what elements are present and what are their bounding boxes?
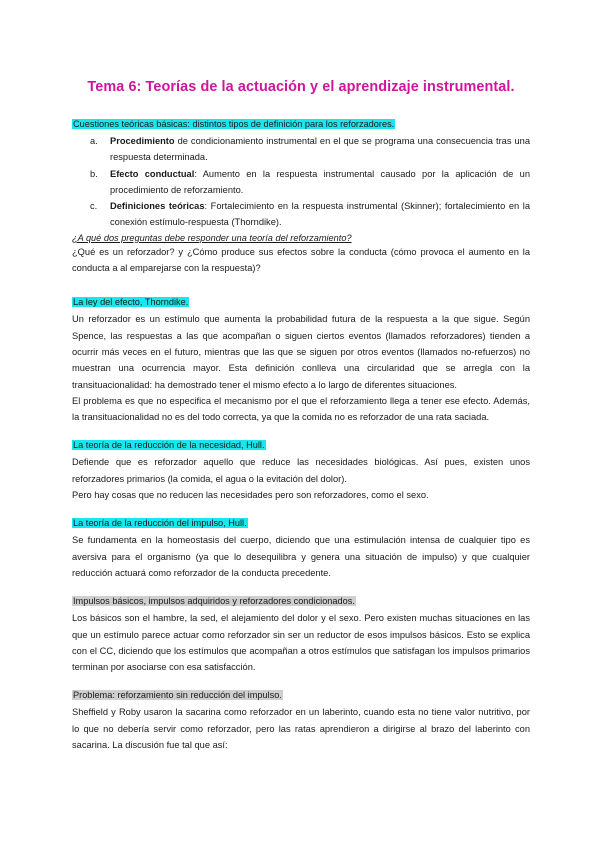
section-heading: Problema: reforzamiento sin reducción del impulso. bbox=[73, 690, 282, 701]
section-basic-questions bbox=[72, 115, 530, 276]
list-marker: b. bbox=[90, 168, 98, 179]
list-term: Definiciones teóricas bbox=[110, 201, 205, 212]
section-problem bbox=[72, 686, 530, 753]
reinforcement-question: ¿A qué dos preguntas debe responder una teoría del reforzamiento? bbox=[72, 232, 352, 243]
paragraph: El problema es que no especifica el mecanismo por el que el reforzamiento llega a tener ese efecto. Además, la transituacionalidad no es del todo correcta, ya que la comida no es reforzador de una rata saciada. bbox=[72, 395, 530, 423]
list-text: : Aumento en la respuesta instrumental causado por la aplicación de un procedimiento de reforzamiento. bbox=[110, 168, 530, 195]
paragraph: Los básicos son el hambre, la sed, el alejamiento del dolor y el sexo. Pero existen muchas situaciones en las que un estímulo parece actuar como reforzador sin ser un reductor de esos impulsos básicos. Esto se explica con el CC, diciendo que los estímulos que acompañan a otros estímulos que satisfagan los impulsos primarios terminan por asociarse con esa satisfacción. bbox=[72, 613, 530, 673]
section-drive-reduction bbox=[72, 514, 530, 581]
section-heading: La ley del efecto, Thorndike. bbox=[73, 297, 189, 308]
list-item bbox=[72, 133, 530, 166]
paragraph: Defiende que es reforzador aquello que reduce las necesidades biológicas. Así pues, existen unos reforzadores primarios (la comida, el agua o la evitación del dolor). bbox=[72, 457, 530, 484]
paragraph: Un reforzador es un estímulo que aumenta la probabilidad futura de la respuesta a la que sigue. Según Spence, las respuestas a las que acompañan o siguen ciertos eventos (llamados reforzadores) tienden a ocurrir más veces en el futuro, mientras que las que se siguen por otros eventos (llamados no-refuerzos) no muestran una ocurrencia mayor. Esta definición conlleva una circularidad que se arregla con la transituacionalidad: ha demostrado tener el mismo efecto a lo largo de diferentes situaciones. bbox=[72, 314, 530, 390]
list-term: Procedimiento bbox=[110, 136, 175, 146]
page-title: Tema 6: Teorías de la actuación y el aprendizaje instrumental. bbox=[87, 79, 515, 95]
list-text: : Fortalecimiento en la respuesta instrumental (Skinner); fortalecimiento en la conexión estímulo-respuesta (Thorndike). bbox=[110, 201, 530, 228]
section-need-reduction bbox=[72, 436, 530, 503]
paragraph: Se fundamenta en la homeostasis del cuerpo, diciendo que una estimulación intensa de cualquier tipo es aversiva para el organismo (ya que lo desequilibra y genera una situación de impulso) y que cualquier reducción actuará como reforzador de la conducta precedente. bbox=[72, 535, 530, 578]
list-item bbox=[72, 198, 530, 231]
definition-list bbox=[72, 133, 530, 231]
list-marker: a. bbox=[90, 136, 98, 146]
list-term: Efecto conductual bbox=[110, 168, 195, 179]
list-marker: c. bbox=[90, 201, 98, 212]
list-item bbox=[72, 166, 530, 199]
section-heading: La teoría de la reducción del impulso, Hull. bbox=[73, 518, 247, 529]
section-law-of-effect bbox=[72, 293, 530, 425]
section-heading: Cuestiones teóricas básicas: distintos tipos de definición para los reforzadores. bbox=[73, 119, 395, 129]
section-heading: Impulsos básicos, impulsos adquiridos y reforzadores condicionados. bbox=[73, 596, 355, 607]
section-heading: La teoría de la reducción de la necesidad, Hull. bbox=[73, 440, 265, 451]
paragraph: Sheffield y Roby usaron la sacarina como reforzador en un laberinto, cuando esta no tiene valor nutritivo, por lo que no debería servir como reforzador, pero las ratas aprendieron a dirigirse al brazo del laberinto con sacarina. La discusión fue tal que así: bbox=[72, 707, 530, 751]
section-basic-drives bbox=[72, 592, 530, 675]
list-text: de condicionamiento instrumental en el que se programa una consecuencia tras una respuesta determinada. bbox=[110, 136, 530, 163]
paragraph: ¿Qué es un reforzador? y ¿Cómo produce sus efectos sobre la conducta (cómo provoca el aumento en la conducta a al emparejarse con la respuesta)? bbox=[72, 246, 530, 274]
paragraph: Pero hay cosas que no reducen las necesidades pero son reforzadores, como el sexo. bbox=[72, 490, 429, 501]
